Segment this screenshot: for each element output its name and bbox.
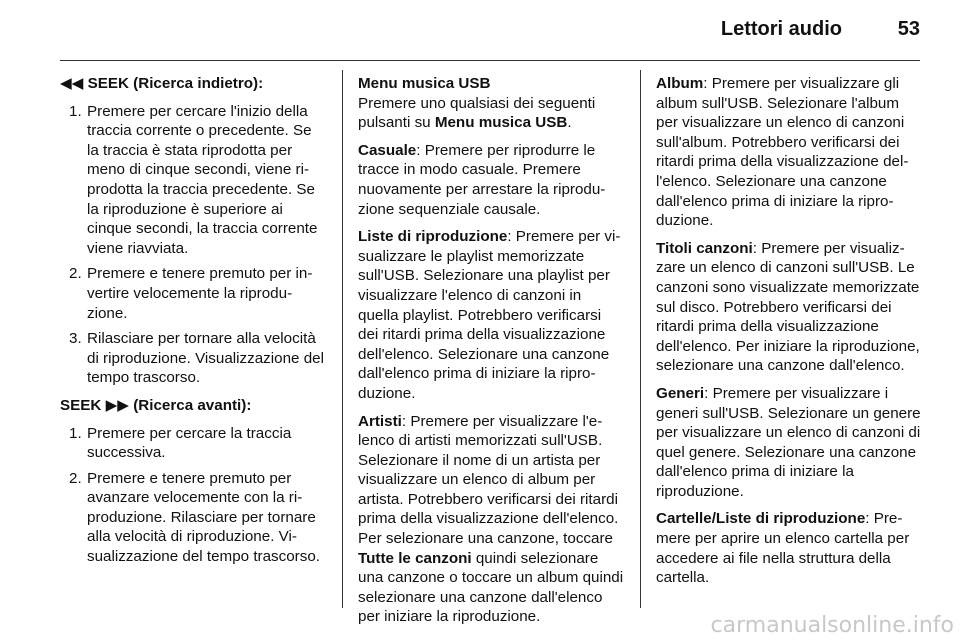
step-text: Premere per cercare l'inizio della traccia corrente o precedente. Se la traccia è stata riprodotta per meno di cinque secondi, viene riprodotta la traccia precedente. Se la riproduzione è superiore ai cinque secondi, la traccia corrente viene riavviata. bbox=[87, 102, 318, 257]
liste-text: : Premere per visualizzare le playlist memorizzate sull'USB. Selezionare una playlist per visualizzare l'elenco di canzoni in quella playlist. Potrebbero verificarsi dei ritardi prima della visualizzazione dell'elenco. Selezionare una canzone dall'elenco prima di iniziare la riproduzione. bbox=[358, 228, 621, 402]
casuale-paragraph bbox=[358, 141, 624, 219]
artisti-term: Artisti bbox=[358, 412, 402, 430]
page-header bbox=[0, 0, 960, 56]
liste-term: Liste di riproduzione bbox=[358, 228, 508, 246]
column-3 bbox=[656, 74, 924, 596]
step-number: 3. bbox=[69, 330, 82, 348]
fast-forward-icon: ▶▶ bbox=[105, 396, 129, 414]
usb-menu-heading: Menu musica USB bbox=[358, 75, 491, 92]
watermark: carmanualsonline.info bbox=[710, 613, 954, 638]
titoli-paragraph bbox=[656, 239, 924, 376]
artisti-text: : Premere per visualizzare l'elenco di artisti memorizzati sull'USB. Selezionare il nome di un artista per visualizzare un elenco di album per artista. Potrebbero verificarsi dei ritardi prima della visualizzazione dell'elenco. Per selezionare una canzone, toccare bbox=[358, 412, 619, 548]
step-number: 1. bbox=[69, 424, 82, 442]
intro-end: . bbox=[567, 114, 572, 132]
intro-term: Menu musica USB bbox=[434, 114, 568, 132]
step-number: 2. bbox=[69, 469, 82, 487]
column-divider-1 bbox=[342, 70, 343, 608]
header-rule bbox=[60, 60, 920, 61]
column-divider-2 bbox=[640, 70, 641, 608]
casuale-term: Casuale bbox=[358, 141, 417, 159]
generi-text: : Premere per visualizzare i generi sull'USB. Selezionare un genere per visualizzare un elenco di canzoni di quel genere. Selezionare una canzone dall'elenco prima di iniziare la riproduzione. bbox=[656, 384, 921, 500]
intro-text: Premere uno qualsiasi dei seguenti pulsanti su bbox=[358, 94, 596, 132]
casuale-text: : Premere per riprodurre le tracce in modo casuale. Premere nuovamente per arrestare la riproduzione sequenziale causale. bbox=[358, 141, 606, 218]
tutte-canzoni-term: Tutte le canzoni bbox=[358, 549, 472, 567]
seek-back-steps bbox=[60, 102, 325, 388]
artisti-paragraph bbox=[358, 412, 624, 628]
generi-term: Generi bbox=[656, 384, 705, 402]
step-text: Premere e tenere premuto per avanzare velocemente con la riproduzione. Rilasciare per tornare alla velocità di riproduzione. Visualizzazione del tempo trascorso. bbox=[87, 469, 320, 566]
column-1 bbox=[60, 74, 325, 575]
album-text: : Premere per visualizzare gli album sull'USB. Selezionare l'album per visualizzare un elenco di canzoni sull'album. Potrebbero verificarsi dei ritardi prima della visualizzazione dell'elenco. Selezionare una canzone dall'elenco prima di iniziare la riproduzione. bbox=[656, 75, 909, 230]
step-number: 2. bbox=[69, 265, 82, 283]
list-item bbox=[60, 102, 325, 259]
album-term: Album bbox=[656, 75, 704, 92]
step-text: Premere e tenere premuto per invertire velocemente la riproduzione. bbox=[87, 265, 313, 322]
step-number: 1. bbox=[69, 102, 82, 120]
titoli-text: : Premere per visualizzare un elenco di canzoni sull'USB. Le canzoni sono visualizzate memorizzate sul disco. Potrebbero verificarsi dei ritardi prima della visualizzazione dell'elenco. Per iniziare la riproduzione, selezionare una canzone dall'elenco. bbox=[656, 239, 920, 375]
cartelle-term: Cartelle/Liste di riproduzione bbox=[656, 510, 866, 528]
seek-fwd-steps bbox=[60, 424, 325, 567]
seek-fwd-heading bbox=[60, 396, 325, 416]
step-text: Rilasciare per tornare alla velocità di riproduzione. Visualizzazione del tempo trascorso. bbox=[87, 330, 324, 387]
cartelle-text: : Premere per aprire un elenco cartella per accedere ai file nella struttura della cartella. bbox=[656, 510, 910, 587]
header-title: Lettori audio bbox=[720, 18, 842, 40]
page-number: 53 bbox=[897, 18, 920, 40]
column-2 bbox=[358, 74, 624, 635]
seek-fwd-heading-text: (Ricerca avanti): bbox=[133, 396, 252, 414]
seek-fwd-prefix: SEEK bbox=[60, 396, 102, 414]
list-item bbox=[60, 424, 325, 463]
album-paragraph bbox=[656, 74, 924, 231]
titoli-term: Titoli canzoni bbox=[656, 239, 753, 257]
seek-back-heading bbox=[60, 74, 325, 94]
seek-back-heading-text: SEEK (Ricerca indietro): bbox=[87, 75, 264, 92]
rewind-icon: ◀◀ bbox=[60, 75, 84, 92]
list-item bbox=[60, 469, 325, 567]
cartelle-paragraph bbox=[656, 509, 924, 587]
step-text: Premere per cercare la traccia successiva. bbox=[87, 424, 292, 462]
artisti-text-end: quindi selezionare una canzone o toccare un album quindi selezionare una canzone dall'elenco per iniziare la riproduzione. bbox=[358, 549, 624, 626]
liste-paragraph bbox=[358, 227, 624, 403]
list-item bbox=[60, 264, 325, 323]
list-item bbox=[60, 329, 325, 388]
usb-menu-intro bbox=[358, 94, 624, 133]
generi-paragraph bbox=[656, 384, 924, 502]
